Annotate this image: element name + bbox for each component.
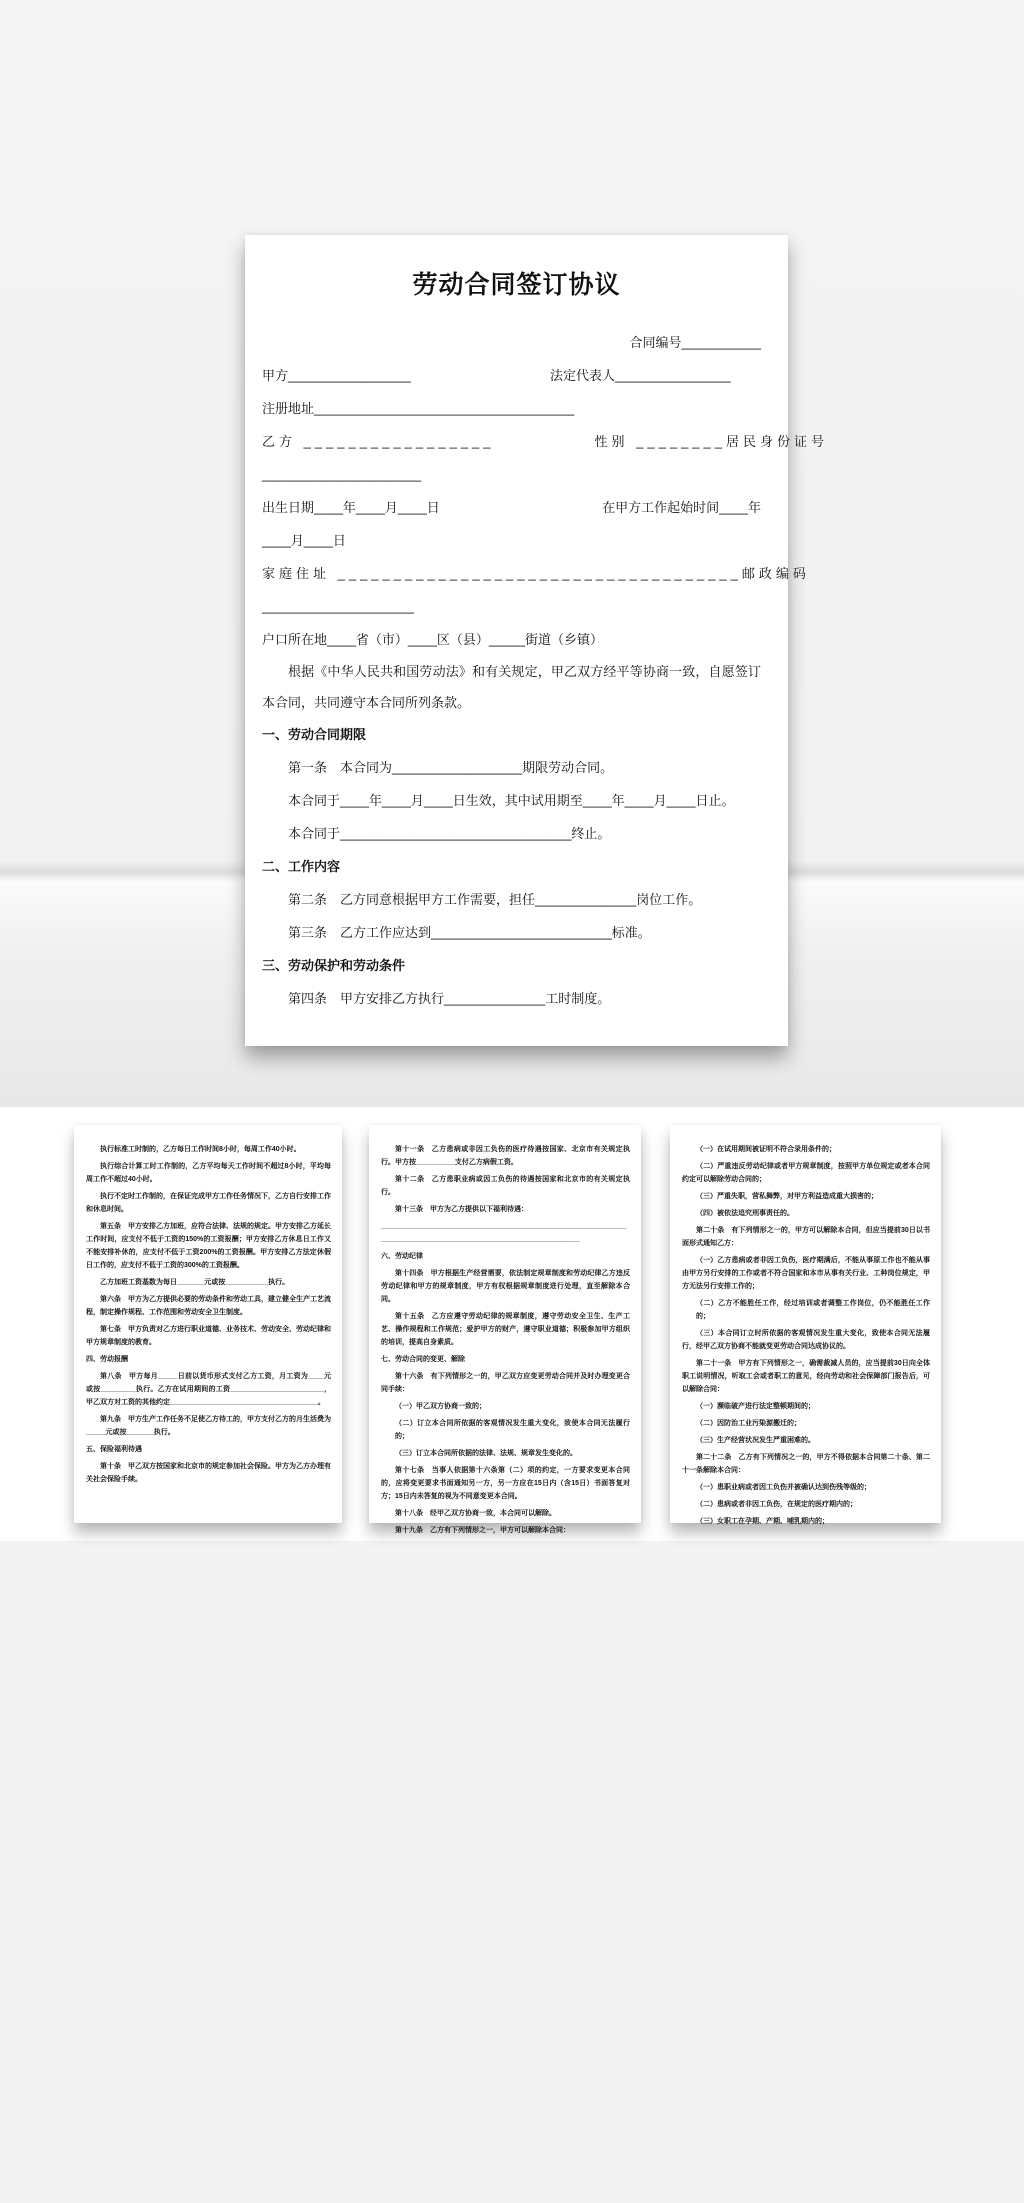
party-a-field: 甲方_________________: [262, 368, 411, 383]
paragraph: 第十五条 乙方应遵守劳动纪律的规章制度，遵守劳动安全卫生、生产工艺、操作规程和工作规范；爱护甲方的财产，遵守职业道德；积极参加甲方组织的培训，提高自身素质。: [381, 1313, 630, 1346]
paragraph: 第二十一条 甲方有下列情形之一，确需裁减人员的，应当提前30日向全体职工说明情况，听取工会或者职工的意见，经向劳动和社会保障部门报告后，可以解除合同：: [682, 1360, 930, 1393]
paragraph: 第二十二条 乙方有下列情况之一的，甲方不得依据本合同第二十条、第二十一条解除本合同：: [682, 1454, 930, 1474]
contract-number-field: 合同编号___________: [629, 335, 761, 350]
paragraph: 第十一条 乙方患病或非因工负伤的医疗待遇按国家、北京市有关规定执行。甲方按__________支付乙方病假工资。: [381, 1146, 630, 1166]
intro-paragraph: 根据《中华人民共和国劳动法》和有关规定，甲乙双方经平等协商一致，自愿签订本合同，共同遵守本合同所列条款。: [262, 664, 761, 710]
section-heading: 三、劳动保护和劳动条件: [262, 958, 406, 973]
paragraph: 执行综合计算工时工作制的，乙方平均每天工作时间不超过8小时，平均每周工作不超过40小时。: [86, 1163, 331, 1183]
registered-address-field: 注册地址____________________________________: [262, 401, 575, 416]
section-heading: 六、劳动纪律: [381, 1253, 423, 1260]
paragraph: （一）在试用期间被证明不符合录用条件的；: [696, 1146, 836, 1153]
paragraph: 第八条 甲方每月_____日前以货币形式支付乙方工资，月工资为____元或按_________执行。乙方在试用期间的工资________________________，甲乙双方对工资的其他约定______________________________________。: [86, 1373, 331, 1406]
paragraph: 第九条 甲方生产工作任务不足使乙方待工的，甲方支付乙方的月生活费为_____元或按_______执行。: [86, 1416, 331, 1436]
paragraph: 第十八条 经甲乙双方协商一致，本合同可以解除。: [395, 1510, 556, 1517]
postcode-label: 邮政编码: [741, 566, 810, 581]
section-heading: 二、工作内容: [262, 859, 341, 874]
paragraph: （三）女职工在孕期、产期、哺乳期内的；: [696, 1518, 829, 1525]
paragraph: 第六条 甲方为乙方提供必要的劳动条件和劳动工具，建立健全生产工艺流程，制定操作规程、工作范围和劳动安全卫生制度。: [86, 1296, 331, 1316]
paragraph: （二）订立本合同所依据的客观情况发生重大变化，致使本合同无法履行的；: [395, 1420, 630, 1440]
party-b-field: 乙方 _________________: [262, 434, 495, 449]
paragraph: 第二十条 有下列情形之一的，甲方可以解除本合同，但应当提前30日以书面形式通知乙方：: [682, 1227, 930, 1247]
paragraph: 执行不定时工作制的，在保证完成甲方工作任务情况下，乙方自行安排工作和休息时间。: [86, 1193, 331, 1213]
main-document-page: [245, 235, 828, 1046]
gender-field: 性别 ________: [594, 434, 726, 449]
paragraph: （三）订立本合同所依据的法律、法规、规章发生变化的。: [395, 1450, 577, 1457]
article-1-effective: 本合同于____年____月____日生效，其中试用期至____年____月____日止。: [288, 793, 735, 808]
id-number-line: ______________________: [262, 467, 422, 482]
paragraph: （一）甲乙双方协商一致的；: [395, 1403, 486, 1410]
home-address-field: 家庭住址 ____________________________________: [262, 566, 742, 581]
article-1-termination: 本合同于________________________________终止。: [288, 826, 611, 841]
legal-representative-field: 法定代表人________________: [550, 368, 731, 383]
section-heading: 五、保险福利待遇: [86, 1446, 142, 1453]
paragraph: （二）严重违反劳动纪律或者甲方规章制度，按照甲方单位规定或者本合同约定可以解除劳动合同的；: [682, 1163, 930, 1183]
article-3: 第三条 乙方工作应达到_________________________标准。: [288, 925, 651, 940]
paragraph: （二）患病或者非因工负伤，在规定的医疗期内的；: [696, 1501, 857, 1508]
paragraph: （三）生产经营状况发生严重困难的。: [696, 1437, 815, 1444]
paragraph: 乙方加班工资基数为每日_______元或按___________执行。: [100, 1279, 290, 1286]
id-number-label: 居民身份证号: [725, 434, 828, 449]
article-1: 第一条 本合同为__________________期限劳动合同。: [288, 760, 614, 775]
paragraph: 执行标准工时制的，乙方每日工作时间8小时，每周工作40小时。: [100, 1146, 301, 1153]
preview-page-3: [670, 1125, 941, 1523]
article-4: 第四条 甲方安排乙方执行______________工时制度。: [288, 991, 611, 1006]
paragraph: （一）患职业病或者因工负伤并被确认达到伤残等级的；: [696, 1484, 871, 1491]
paragraph: 第七条 甲方负责对乙方进行职业道德、业务技术、劳动安全、劳动纪律和甲方规章制度的教育。: [86, 1326, 331, 1346]
section-heading: 七、劳动合同的变更、解除: [381, 1356, 465, 1363]
paragraph: （三）严重失职，营私舞弊，对甲方利益造成重大损害的；: [696, 1193, 878, 1200]
household-registration-field: 户口所在地____省（市）____区（县）_____街道（乡镇）: [262, 632, 603, 647]
paragraph: 第十九条 乙方有下列情形之一，甲方可以解除本合同：: [395, 1527, 570, 1534]
paragraph: __________________________________________________________________________________________________________________: [381, 1223, 627, 1243]
paragraph: 第十条 甲乙双方按国家和北京市的规定参加社会保险。甲方为乙方办理有关社会保险手续。: [86, 1463, 331, 1483]
paragraph: 第十三条 甲方为乙方提供以下福利待遇：: [395, 1206, 528, 1213]
postcode-line: _____________________: [262, 599, 414, 614]
paragraph: （三）本合同订立时所依据的客观情况发生重大变化，致使本合同无法履行，经甲乙双方协商不能就变更劳动合同达成协议的。: [682, 1330, 930, 1350]
paragraph: （一）乙方患病或者非因工负伤，医疗期满后，不能从事原工作也不能从事由甲方另行安排的工作或者不符合国家和本市从事有关行业、工种岗位规定，甲方无法另行安排工作的；: [682, 1257, 930, 1290]
preview-page-2: [369, 1125, 641, 1534]
paragraph: 第十七条 当事人依据第十六条第（二）项的约定，一方要求变更本合同的，应将变更要求书面通知另一方，另一方应在15日内（含15日）书面答复对方；15日内未答复的视为不同意变更本合同。: [381, 1467, 630, 1500]
background-bottom: [0, 1541, 1024, 2203]
document-title: 劳动合同签订协议: [412, 271, 621, 299]
paragraph: （二）乙方不能胜任工作，经过培训或者调整工作岗位，仍不能胜任工作的；: [696, 1300, 930, 1320]
start-time-continued: ____月____日: [262, 533, 346, 548]
birth-date-field: 出生日期____年____月____日: [262, 500, 440, 515]
preview-page-1: [74, 1125, 342, 1523]
section-heading: 一、劳动合同期限: [262, 727, 367, 742]
paragraph: 第五条 甲方安排乙方加班，应符合法律、法规的规定。甲方安排乙方延长工作时间，应支付不低于工资的150%的工资报酬；甲方安排乙方休息日工作又不能安排补休的，应支付不低于工资200%的工资报酬。甲方安排乙方法定休假日工作的，应支付不低于工资的300%的工资报酬。: [86, 1223, 331, 1269]
paragraph: 第十二条 乙方患职业病或因工负伤的待遇按国家和北京市的有关规定执行。: [381, 1176, 630, 1196]
paragraph: 第十六条 有下列情形之一的，甲乙双方应变更劳动合同并及时办理变更合同手续：: [381, 1373, 630, 1393]
document-body: [262, 326, 828, 1015]
paragraph: （二）因防治工业污染源搬迁的；: [696, 1420, 801, 1427]
paragraph: 第十四条 甲方根据生产经营需要，依法制定规章制度和劳动纪律乙方违反劳动纪律和甲方的规章制度，甲方有权根据规章制度进行处理，直至解除本合同。: [381, 1270, 630, 1303]
section-heading: 四、劳动报酬: [86, 1356, 128, 1363]
article-2: 第二条 乙方同意根据甲方工作需要，担任______________岗位工作。: [288, 892, 702, 907]
paragraph: （一）濒临破产进行法定整顿期间的；: [696, 1403, 815, 1410]
paragraph: （四）被依法追究刑事责任的。: [696, 1210, 794, 1217]
start-time-field: 在甲方工作起始时间____年: [602, 500, 761, 515]
